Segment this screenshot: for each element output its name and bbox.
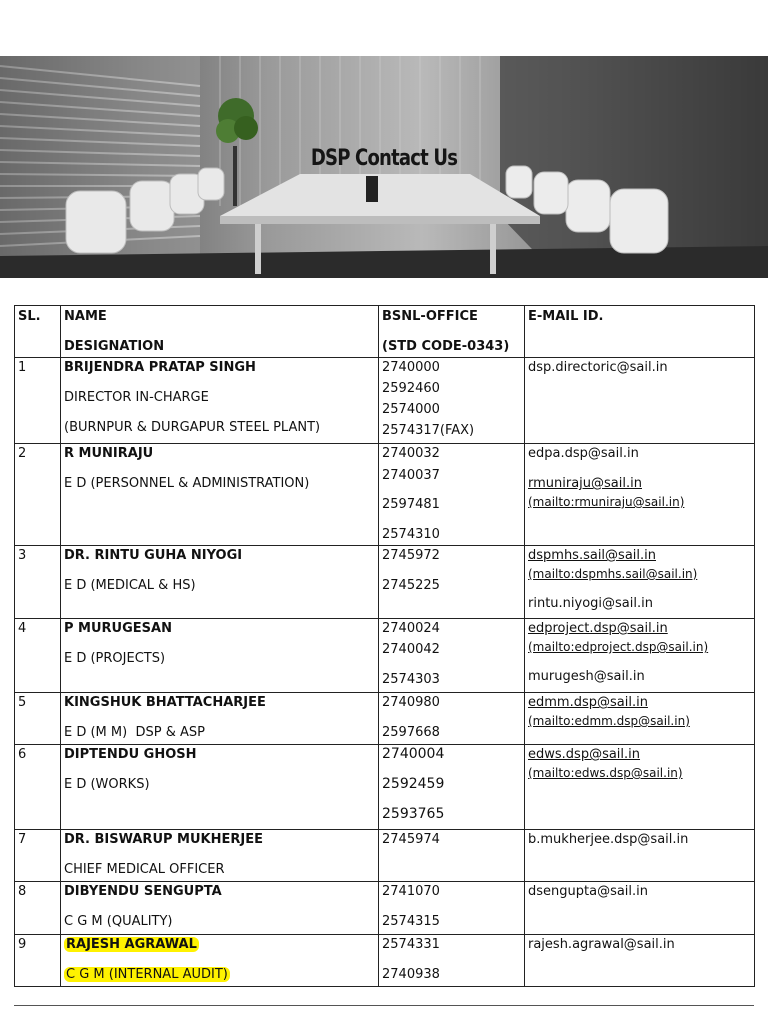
row-sl: 1 bbox=[15, 358, 61, 444]
table-row bbox=[15, 546, 755, 619]
conference-room-banner bbox=[0, 56, 768, 278]
row-phone-cell: 2574331 2740938 bbox=[379, 935, 525, 987]
table-row bbox=[15, 693, 755, 745]
header-sl: SL. bbox=[15, 306, 61, 358]
row-name-cell bbox=[61, 935, 379, 987]
email-link[interactable]: rmuniraju@sail.in bbox=[528, 476, 642, 491]
email-link[interactable]: edws.dsp@sail.in bbox=[528, 747, 641, 762]
row-sl: 2 bbox=[15, 444, 61, 546]
row-phone-cell: 2740032 2740037 2597481 2574310 bbox=[379, 444, 525, 546]
mailto-link[interactable]: (mailto:dspmhs.sail@sail.in) bbox=[528, 567, 698, 581]
row-name-cell: DIBYENDU SENGUPTA C G M (QUALITY) bbox=[61, 882, 379, 935]
row-email-cell: dspmhs.sail@sail.in (mailto:dspmhs.sail@sail.in) rintu.niyogi@sail.in bbox=[525, 546, 755, 619]
header-office: BSNL-OFFICE (STD CODE-0343) bbox=[379, 306, 525, 358]
row-sl: 4 bbox=[15, 619, 61, 693]
mailto-link[interactable]: (mailto:edproject.dsp@sail.in) bbox=[528, 640, 709, 654]
highlighted-designation: C G M (INTERNAL AUDIT) bbox=[66, 967, 228, 982]
contacts-table bbox=[14, 305, 755, 987]
row-name-cell: DR. BISWARUP MUKHERJEE CHIEF MEDICAL OFFICER bbox=[61, 830, 379, 882]
row-email-cell: dsp.directoric@sail.in bbox=[525, 358, 755, 444]
row-email-cell bbox=[525, 693, 755, 745]
highlighted-name: RAJESH AGRAWAL bbox=[66, 937, 197, 952]
row-sl: 8 bbox=[15, 882, 61, 935]
row-email-cell: dsengupta@sail.in bbox=[525, 882, 755, 935]
mailto-link[interactable]: (mailto:rmuniraju@sail.in) bbox=[528, 495, 685, 509]
mailto-link[interactable]: (mailto:edmm.dsp@sail.in) bbox=[528, 714, 690, 728]
row-email-cell: rajesh.agrawal@sail.in bbox=[525, 935, 755, 987]
email-link[interactable]: edproject.dsp@sail.in bbox=[528, 621, 668, 636]
row-email-cell: edproject.dsp@sail.in (mailto:edproject.dsp@sail.in) murugesh@sail.in bbox=[525, 619, 755, 693]
row-name-cell: KINGSHUK BHATTACHARJEE E D (M M) DSP & ASP bbox=[61, 693, 379, 745]
table-row bbox=[15, 935, 755, 987]
mailto-link[interactable]: (mailto:edws.dsp@sail.in) bbox=[528, 766, 683, 780]
row-email-cell: edpa.dsp@sail.in rmuniraju@sail.in (mailto:rmuniraju@sail.in) bbox=[525, 444, 755, 546]
row-sl: 5 bbox=[15, 693, 61, 745]
footer-divider bbox=[14, 1005, 754, 1006]
table-header-row bbox=[15, 306, 755, 358]
row-phone-cell: 2740004 2592459 2593765 bbox=[379, 745, 525, 830]
email-link[interactable]: edmm.dsp@sail.in bbox=[528, 695, 648, 710]
table-row bbox=[15, 882, 755, 935]
row-name-cell: DIPTENDU GHOSH E D (WORKS) bbox=[61, 745, 379, 830]
row-phone-cell: 2745974 bbox=[379, 830, 525, 882]
row-name-cell: R MUNIRAJU E D (PERSONNEL & ADMINISTRATION) bbox=[61, 444, 379, 546]
row-name-cell: DR. RINTU GUHA NIYOGI E D (MEDICAL & HS) bbox=[61, 546, 379, 619]
row-phone-cell: 2741070 2574315 bbox=[379, 882, 525, 935]
table-row bbox=[15, 745, 755, 830]
table-row bbox=[15, 444, 755, 546]
table-row bbox=[15, 619, 755, 693]
row-email-cell: b.mukherjee.dsp@sail.in bbox=[525, 830, 755, 882]
row-phone-cell: 2740980 2597668 bbox=[379, 693, 525, 745]
email-link[interactable]: dspmhs.sail@sail.in bbox=[528, 548, 656, 563]
row-sl: 3 bbox=[15, 546, 61, 619]
row-phone-cell: 2740000 2592460 2574000 2574317(FAX) bbox=[379, 358, 525, 444]
header-email: E-MAIL ID. bbox=[525, 306, 755, 358]
row-email-cell bbox=[525, 745, 755, 830]
table-row bbox=[15, 830, 755, 882]
header-name: NAME DESIGNATION bbox=[61, 306, 379, 358]
row-sl: 9 bbox=[15, 935, 61, 987]
row-sl: 6 bbox=[15, 745, 61, 830]
row-name-cell: BRIJENDRA PRATAP SINGH DIRECTOR IN-CHARGE (BURNPUR & DURGAPUR STEEL PLANT) bbox=[61, 358, 379, 444]
row-name-cell: P MURUGESAN E D (PROJECTS) bbox=[61, 619, 379, 693]
banner-title: DSP Contact Us bbox=[310, 146, 458, 171]
row-phone-cell: 2740024 2740042 2574303 bbox=[379, 619, 525, 693]
table-row bbox=[15, 358, 755, 444]
row-phone-cell: 2745972 2745225 bbox=[379, 546, 525, 619]
row-sl: 7 bbox=[15, 830, 61, 882]
